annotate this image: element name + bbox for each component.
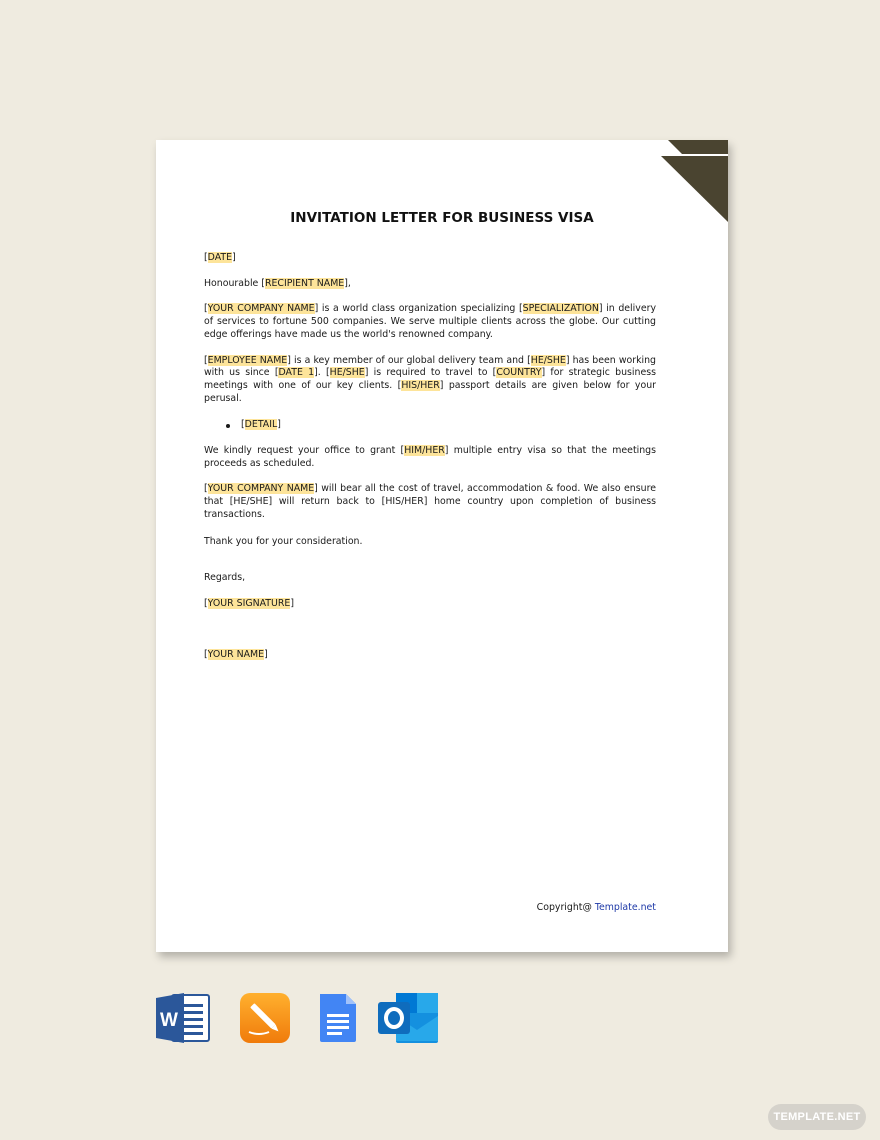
google-docs-icon[interactable] xyxy=(318,992,358,1044)
para1-text-2: ] in delivery of services to fortune 500 companies. We serve multiple clients across the globe. Our cutting edge offerings have made us the world's renowned company. xyxy=(204,303,656,340)
detail-placeholder: DETAIL xyxy=(244,419,278,431)
copyright-prefix: Copyright@ xyxy=(536,902,595,913)
name-placeholder: YOUR NAME xyxy=(207,648,265,660)
employee-name-placeholder: EMPLOYEE NAME xyxy=(207,354,288,366)
document-page xyxy=(156,140,728,952)
paragraph-2: [EMPLOYEE NAME] is a key member of our global delivery team and [HE/SHE] has been working with us since [DATE 1]. [HE/SHE] is required to travel to [COUNTRY] for strategic business meetings with one of our key clients. [HIS/HER] passport details are given below for your perusal. xyxy=(204,354,657,404)
name-line: [YOUR NAME] xyxy=(204,648,268,660)
paragraph-1: [YOUR COMPANY NAME] is a world class organization specializing [SPECIALIZATION] in delivery of services to fortune 500 companies. We serve multiple clients across the globe. Our cutting edge offerings have made us the world's renowned company. xyxy=(204,303,656,340)
para2-text-3: ]. [ xyxy=(314,367,330,379)
document-title: INVITATION LETTER FOR BUSINESS VISA xyxy=(290,210,594,226)
signature-placeholder: YOUR SIGNATURE xyxy=(207,597,291,609)
thanks-line: Thank you for your consideration. xyxy=(204,535,363,547)
para2-text-5: ] for strategic business meetings with one of our key clients. [ xyxy=(204,367,656,391)
copyright-link[interactable]: Template.net xyxy=(594,902,656,913)
his-her-placeholder: HIS/HER xyxy=(401,379,440,391)
date1-placeholder: DATE 1 xyxy=(278,367,315,379)
company-name-placeholder: YOUR COMPANY NAME xyxy=(207,303,315,315)
para2-text-2: ] has been working with us since [ xyxy=(204,354,656,379)
bullet-dot xyxy=(226,424,230,428)
recipient-name-placeholder: RECIPIENT NAME xyxy=(264,277,345,289)
date-line: [DATE] xyxy=(204,252,236,263)
signature-line: [YOUR SIGNATURE] xyxy=(204,597,294,609)
country-placeholder: COUNTRY xyxy=(496,367,542,379)
he-she-placeholder-2: HE/SHE xyxy=(329,367,365,379)
para3-text-2: ] multiple entry visa so that the meetings proceeds as scheduled. xyxy=(204,445,656,469)
apple-pages-icon[interactable] xyxy=(239,992,291,1044)
para2-text-1: ] is a key member of our global delivery team and [ xyxy=(287,354,531,366)
paragraph-3 xyxy=(204,445,656,470)
para4-text-1: ] will bear all the cost of travel, accommodation & food. We also ensure that [HE/SHE] will return back to [HIS/HER] home country upon completion of business transactions. xyxy=(204,483,656,520)
para2-text-6: ] passport details are given below for your perusal. xyxy=(204,379,657,404)
microsoft-outlook-icon[interactable] xyxy=(378,992,440,1044)
salutation-prefix: Honourable [ xyxy=(204,277,265,289)
copyright xyxy=(537,902,656,913)
specialization-placeholder: SPECIALIZATION xyxy=(522,303,599,315)
template-net-badge[interactable]: TEMPLATE.NET xyxy=(768,1104,866,1130)
para1-text-1: ] is a world class organization specializing [ xyxy=(314,303,523,315)
bullet-item: [DETAIL] xyxy=(204,419,656,432)
salutation-suffix: ], xyxy=(344,277,351,289)
company-name-placeholder-2: YOUR COMPANY NAME xyxy=(207,483,315,495)
paragraph-4: [YOUR COMPANY NAME] will bear all the cost of travel, accommodation & food. We also ensure that [HE/SHE] will return back to [HIS/HER] home country upon completion of business transactions. xyxy=(204,483,656,520)
microsoft-word-icon[interactable] xyxy=(156,992,210,1044)
para2-text-4: ] is required to travel to [ xyxy=(364,367,497,379)
letter-body xyxy=(204,252,656,661)
svg-text:W: W xyxy=(160,1010,178,1031)
salutation xyxy=(204,278,656,291)
he-she-placeholder: HE/SHE xyxy=(530,354,566,366)
date-placeholder: DATE xyxy=(207,252,233,263)
him-her-placeholder: HIM/HER xyxy=(404,445,445,457)
para3-text-1: We kindly request your office to grant [ xyxy=(204,445,405,457)
regards-line: Regards, xyxy=(204,572,246,584)
